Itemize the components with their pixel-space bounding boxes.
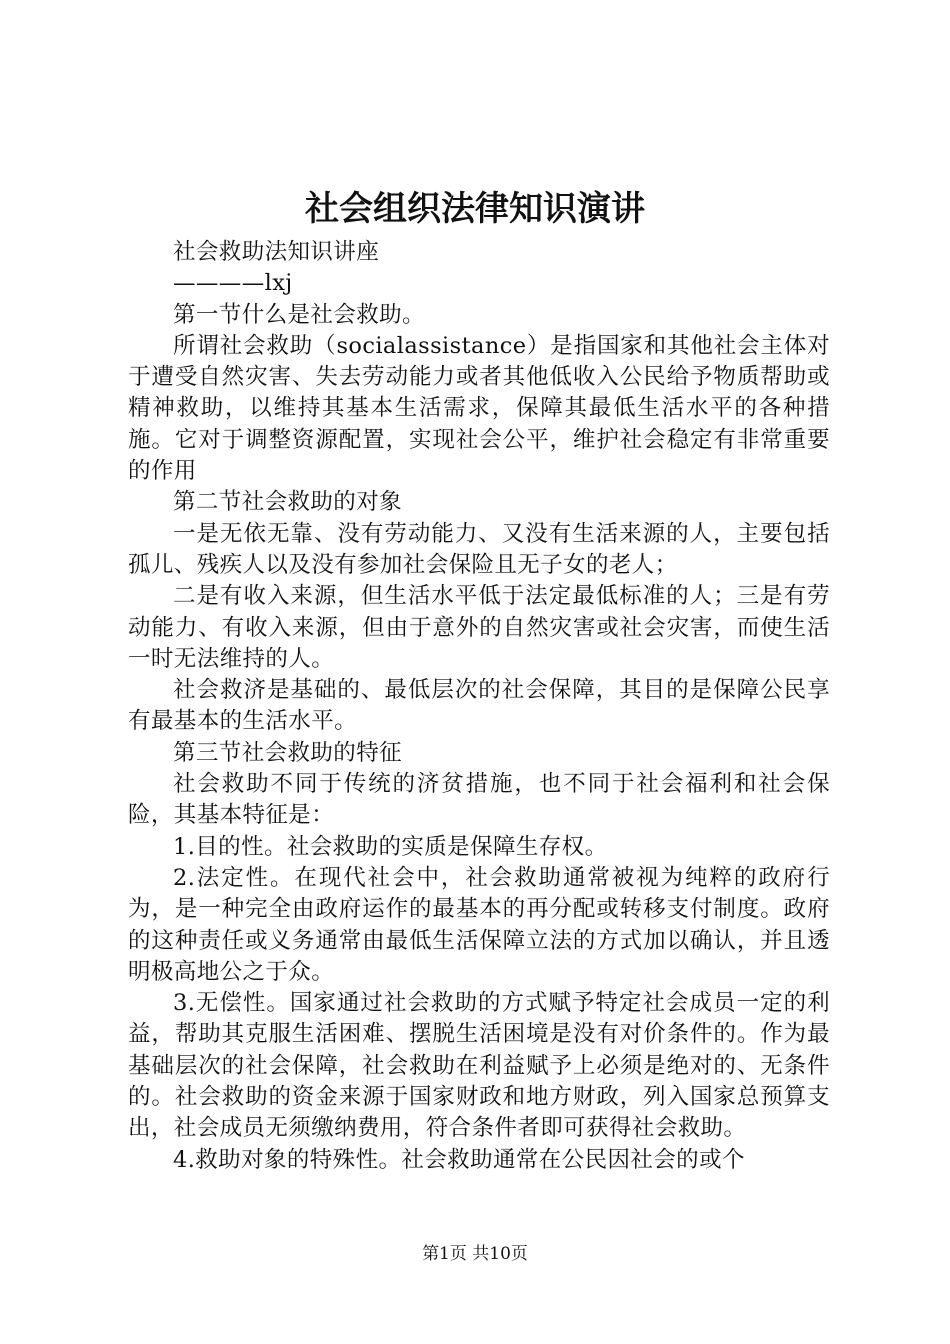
paragraph: 一是无依无靠、没有劳动能力、又没有生活来源的人，主要包括孤儿、残疾人以及没有参加社会保险且无子女的老人； xyxy=(128,520,830,578)
paragraph: 社会救助不同于传统的济贫措施，也不同于社会福利和社会保险，其基本特征是： xyxy=(128,771,830,829)
section-heading-2: 第二节社会救助的对象 xyxy=(173,489,403,516)
list-item: 3.无偿性。国家通过社会救助的方式赋予特定社会成员一定的利益，帮助其克服生活困难、摆脱生活困境是没有对价条件的。作为最基础层次的社会保障，社会救助在利益赋予上必须是绝对的、无条件的。社会救助的资金来源于国家财政和地方财政，列入国家总预算支出，社会成员无须缴纳费用，符合条件者即可获得社会救助。 xyxy=(128,990,830,1142)
page-footer: 第1页 共10页 xyxy=(422,1244,528,1264)
paragraph-author: ————lxj xyxy=(173,270,293,297)
list-item: 1.目的性。社会救助的实质是保障生存权。 xyxy=(173,833,608,860)
paragraph: 社会救济是基础的、最低层次的社会保障，其目的是保障公民享有最基本的生活水平。 xyxy=(128,677,830,735)
paragraph-subtitle: 社会救助法知识讲座 xyxy=(173,239,380,265)
list-item: 4.救助对象的特殊性。社会救助通常在公民因社会的或个 xyxy=(173,1146,745,1173)
paragraph: 所谓社会救助（socialassistance）是指国家和其他社会主体对于遭受自然灾害、失去劳动能力或者其他低收入公民给予物质帮助或精神救助，以维持其基本生活需求，保障其最低生活水平的各种措施。它对于调整资源配置，实现社会公平，维护社会稳定有非常重要的作用 xyxy=(128,332,830,485)
section-heading-1: 第一节什么是社会救助。 xyxy=(173,301,425,328)
document-body xyxy=(128,237,830,1176)
paragraph: 二是有收入来源，但生活水平低于法定最低标准的人；三是有劳动能力、有收入来源，但由于意外的自然灾害或社会灾害，而使生活一时无法维持的人。 xyxy=(128,583,830,672)
list-item: 2.法定性。在现代社会中，社会救助通常被视为纯粹的政府行为，是一种完全由政府运作的最基本的再分配或转移支付制度。政府的这种责任或义务通常由最低生活保障立法的方式加以确认，并且透明极高地公之于众。 xyxy=(128,864,830,985)
document-title: 社会组织法律知识演讲 xyxy=(305,189,645,229)
section-heading-3: 第三节社会救助的特征 xyxy=(173,739,403,766)
